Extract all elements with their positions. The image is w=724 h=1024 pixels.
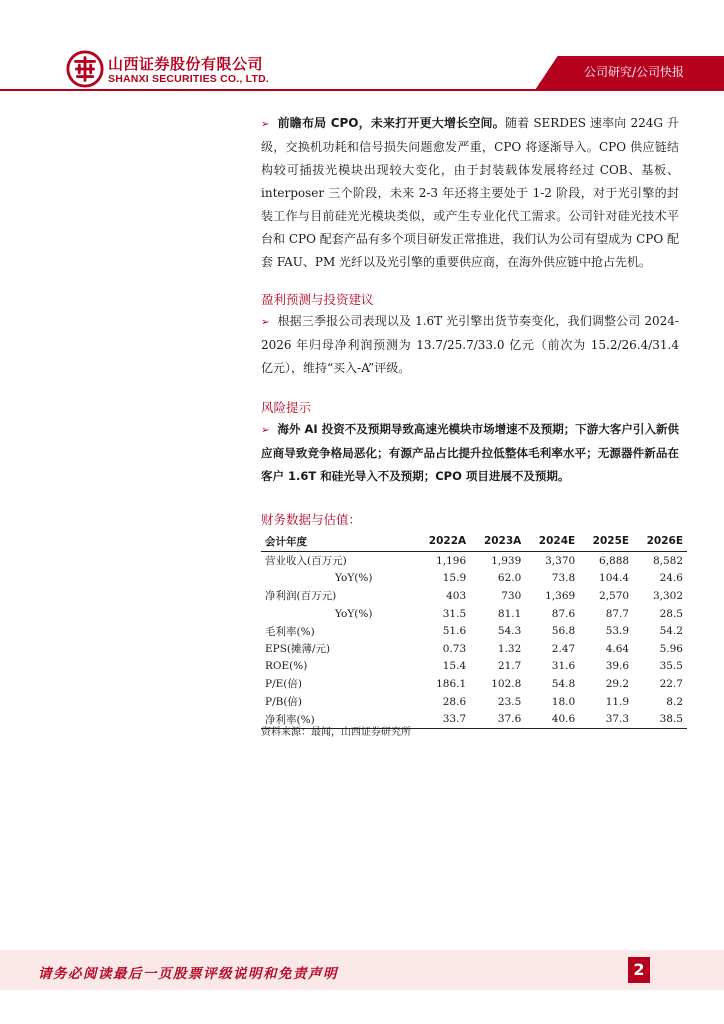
column-header: 会计年度 — [261, 532, 415, 552]
table-cell: 8.2 — [666, 695, 683, 708]
report-type-label: 公司研究/公司快报 — [583, 65, 684, 79]
table-cell: 73.8 — [551, 572, 576, 585]
row-label: P/E(倍) — [265, 678, 302, 691]
table-cell: 21.7 — [497, 660, 522, 673]
table-cell: 31.5 — [442, 607, 467, 620]
cpo-paragraph — [261, 112, 679, 274]
table-cell: 56.8 — [551, 625, 576, 638]
table-row — [261, 658, 687, 676]
table-cell: 22.7 — [659, 677, 683, 690]
table-cell: 37.3 — [579, 710, 633, 728]
row-label: 营业收入(百万元) — [265, 555, 347, 568]
table-cell: 4.64 — [605, 642, 630, 655]
row-label: EPS(摊薄/元) — [265, 643, 331, 656]
table-cell: 54.2 — [659, 625, 683, 638]
forecast-body: 根据三季报公司表现以及 1.6T 光引擎出货节奏变化，我们调整公司 2024-2026 年归母净利润预测为 13.7/25.7/33.0 亿元（前次为 15.2/26.4/31.4 亿元），维持“买入-A”评级。 — [261, 314, 679, 375]
table-cell: 186.1 — [436, 677, 467, 690]
table-row — [261, 675, 687, 693]
table-cell: 37.6 — [470, 710, 525, 728]
table-row — [261, 622, 687, 640]
cpo-body: 随着 SERDES 速率向 224G 升级，交换机功耗和信号损失问题愈发严重，CPO 将逐渐导入。CPO 供应链结构较可插拔光模块出现较大变化，由于封装载体发展将经过 COB、基板、interposer 三个阶段，未来 2-3 年还将主要处于 1-2 阶段，对于光引擎的封装工作与目前硅光光模块类似，或产生专业化代工需求。公司针对硅光技术平台和 CPO 配套产品有多个项目研发正常推进，我们认为公司有望成为 CPO 配套 FAU、PM 光纤以及光引擎的重要供应商，在海外供应链中抢占先机。 — [261, 116, 679, 269]
row-label: P/B(倍) — [265, 696, 303, 709]
row-label: 净利率(%) — [261, 710, 415, 728]
company-name-en: SHANXI SECURITIES CO., LTD. — [108, 73, 269, 85]
column-header: 2024E — [525, 532, 579, 552]
table-cell: 87.7 — [605, 607, 630, 620]
cpo-lead: 前瞻布局 CPO，未来打开更大增长空间。 — [277, 116, 505, 130]
table-cell: 28.5 — [659, 607, 683, 620]
page-number: 2 — [628, 957, 650, 983]
table-cell: 15.4 — [442, 660, 467, 673]
table-cell: 1,196 — [436, 554, 467, 567]
table-cell: 81.1 — [497, 607, 522, 620]
company-logo-icon — [66, 50, 104, 88]
risk-section-title: 风险提示 — [261, 400, 312, 415]
table-cell: 5.96 — [659, 642, 683, 655]
table-cell: 40.6 — [525, 710, 579, 728]
table-row — [261, 605, 687, 623]
table-cell: 33.7 — [415, 710, 470, 728]
table-source: 资料来源：最闻，山西证券研究所 — [261, 727, 411, 738]
table-cell: 6,888 — [599, 554, 630, 567]
table-cell: 62.0 — [497, 572, 522, 585]
row-label: YoY(%) — [335, 572, 373, 585]
forecast-section-title: 盈利预测与投资建议 — [261, 292, 374, 307]
table-cell: 24.6 — [659, 572, 683, 585]
table-cell: 51.6 — [442, 625, 467, 638]
table-row — [261, 693, 687, 711]
table-cell: 39.6 — [605, 660, 630, 673]
table-cell: 3,302 — [652, 589, 683, 602]
table-cell: 35.5 — [659, 660, 683, 673]
table-cell: 87.6 — [551, 607, 576, 620]
financial-table — [261, 532, 687, 729]
financial-table-title: 财务数据与估值： — [261, 512, 362, 527]
bullet-arrow-icon: ➢ — [261, 119, 270, 130]
table-header-row — [261, 532, 687, 552]
table-cell: 29.2 — [605, 677, 630, 690]
table-cell: 2,570 — [599, 589, 630, 602]
table-row — [261, 587, 687, 605]
table-row — [261, 570, 687, 588]
forecast-paragraph — [261, 310, 679, 380]
table-cell: 8,582 — [652, 554, 683, 567]
table-cell: 31.6 — [551, 660, 576, 673]
table-cell: 102.8 — [491, 677, 522, 690]
row-label: 净利润(百万元) — [265, 590, 337, 603]
column-header: 2026E — [633, 532, 687, 552]
table-cell: 53.9 — [605, 625, 630, 638]
table-cell: 1.32 — [497, 642, 522, 655]
table-row — [261, 640, 687, 658]
table-cell: 15.9 — [442, 572, 467, 585]
row-label: ROE(%) — [265, 660, 308, 673]
bullet-arrow-icon: ➢ — [261, 317, 270, 328]
table-cell: 3,370 — [545, 554, 576, 567]
column-header: 2023A — [470, 532, 525, 552]
table-cell: 2.47 — [551, 642, 576, 655]
column-header: 2022A — [415, 532, 470, 552]
table-cell: 403 — [446, 589, 467, 602]
table-cell: 1,939 — [491, 554, 522, 567]
table-row — [261, 552, 687, 570]
footer-disclaimer: 请务必阅读最后一页股票评级说明和免责声明 — [38, 966, 338, 982]
row-label: YoY(%) — [335, 607, 373, 620]
company-name-cn: 山西证券股份有限公司 — [108, 55, 264, 73]
column-header: 2025E — [579, 532, 633, 552]
table-cell: 730 — [501, 589, 522, 602]
table-cell: 38.5 — [633, 710, 687, 728]
table-cell: 54.3 — [497, 625, 522, 638]
header-divider — [0, 89, 724, 91]
table-cell: 104.4 — [599, 572, 630, 585]
bullet-arrow-icon: ➢ — [261, 425, 270, 436]
risk-paragraph — [261, 418, 679, 488]
table-cell: 23.5 — [497, 695, 522, 708]
table-cell: 54.8 — [551, 677, 576, 690]
table-cell: 1,369 — [545, 589, 576, 602]
table-cell: 28.6 — [442, 695, 467, 708]
row-label: 毛利率(%) — [265, 625, 315, 638]
risk-body: 海外 AI 投资不及预期导致高速光模块市场增速不及预期；下游大客户引入新供应商导致竞争格局恶化；有源产品占比提升拉低整体毛利率水平；无源器件新品在客户 1.6T 和硅光导入不及预期；CPO 项目进展不及预期。 — [261, 422, 679, 483]
table-cell: 11.9 — [605, 695, 630, 708]
table-cell: 0.73 — [442, 642, 467, 655]
table-cell: 18.0 — [551, 695, 576, 708]
